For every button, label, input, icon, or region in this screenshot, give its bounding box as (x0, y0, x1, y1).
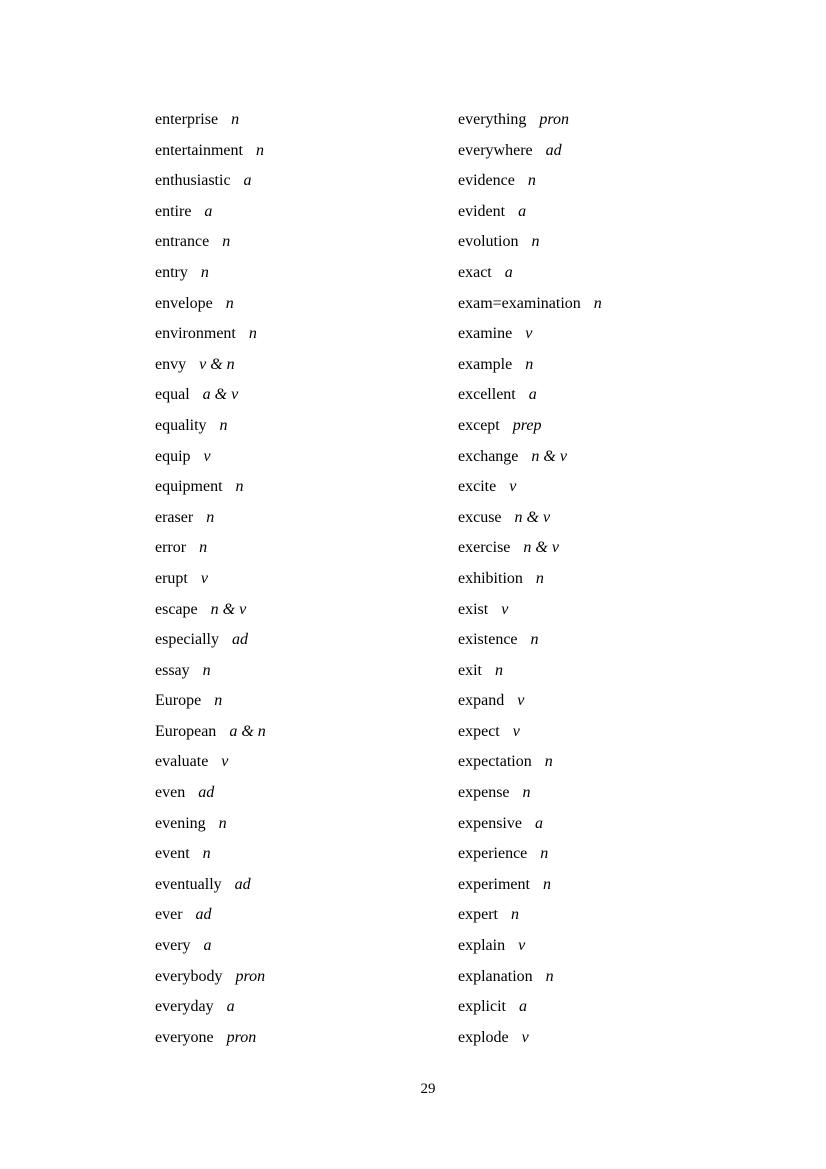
word-entry (458, 472, 602, 503)
part-of-speech: v (517, 692, 525, 710)
word-text: everyone (155, 1028, 214, 1046)
part-of-speech: n (510, 906, 519, 924)
word-entry (458, 1023, 602, 1054)
word-entry (155, 166, 266, 197)
part-of-speech: n (542, 875, 551, 893)
word-entry (155, 380, 266, 411)
part-of-speech: n (248, 325, 257, 343)
word-text: equip (155, 447, 191, 465)
word-text: enthusiastic (155, 172, 231, 190)
word-text: equipment (155, 478, 223, 496)
part-of-speech: v (501, 600, 509, 618)
word-text: experience (458, 845, 528, 863)
part-of-speech: n (593, 294, 602, 312)
part-of-speech: n (225, 294, 234, 312)
word-text: expert (458, 906, 498, 924)
word-entry (458, 350, 602, 381)
part-of-speech: v & n (199, 355, 235, 373)
part-of-speech: n (206, 508, 215, 526)
part-of-speech: n & v (523, 539, 559, 557)
word-entry (458, 625, 602, 656)
part-of-speech: v (203, 447, 211, 465)
word-text: evident (458, 202, 506, 220)
part-of-speech: a (528, 386, 537, 404)
word-text: exercise (458, 539, 511, 557)
word-entry (155, 962, 266, 993)
word-text: everything (458, 111, 527, 128)
word-entry (155, 900, 266, 931)
word-entry (458, 289, 602, 320)
word-entry (155, 656, 266, 687)
word-entry (458, 105, 602, 136)
part-of-speech: n (214, 692, 223, 710)
part-of-speech: pron (235, 967, 266, 985)
word-text: eventually (155, 875, 222, 893)
word-text: exit (458, 661, 482, 679)
part-of-speech: v (518, 937, 526, 955)
word-column-left (155, 105, 266, 1053)
word-text: everyday (155, 998, 214, 1016)
part-of-speech: pron (539, 111, 570, 128)
word-text: existence (458, 631, 518, 649)
word-text: European (155, 722, 217, 740)
word-text: error (155, 539, 187, 557)
word-text: experiment (458, 875, 530, 893)
word-text: equality (155, 416, 207, 434)
word-entry (155, 472, 266, 503)
word-text: example (458, 355, 513, 373)
word-text: expense (458, 784, 510, 802)
part-of-speech: n (531, 233, 540, 251)
word-text: entry (155, 263, 188, 281)
word-entry (155, 1023, 266, 1054)
word-entry (458, 533, 602, 564)
part-of-speech: v (512, 722, 520, 740)
part-of-speech: prep (512, 416, 542, 434)
word-entry (155, 411, 266, 442)
word-entry (458, 319, 602, 350)
word-entry (458, 870, 602, 901)
word-text: explanation (458, 967, 533, 985)
part-of-speech: a (226, 998, 235, 1016)
part-of-speech: n (219, 416, 228, 434)
word-entry (458, 747, 602, 778)
part-of-speech: pron (226, 1028, 257, 1046)
word-entry (458, 411, 602, 442)
word-entry (155, 809, 266, 840)
part-of-speech: ad (545, 141, 562, 159)
part-of-speech: n & v (531, 447, 567, 465)
part-of-speech: n & v (514, 508, 551, 526)
part-of-speech: n (540, 845, 549, 863)
word-entry (155, 686, 266, 717)
word-text: equal (155, 386, 190, 404)
part-of-speech: n (231, 111, 240, 128)
word-entry (155, 533, 266, 564)
word-entry (155, 564, 266, 595)
word-text: even (155, 784, 186, 802)
part-of-speech: n (527, 172, 536, 190)
word-text: explain (458, 937, 506, 955)
word-text: everywhere (458, 141, 533, 159)
word-entry (458, 197, 602, 228)
part-of-speech: ad (195, 906, 212, 924)
part-of-speech: n (522, 784, 531, 802)
word-entry (458, 900, 602, 931)
word-entry (458, 809, 602, 840)
part-of-speech: n (530, 631, 539, 649)
part-of-speech: a (243, 172, 252, 190)
word-entry (458, 258, 602, 289)
part-of-speech: n (495, 661, 503, 679)
word-text: exchange (458, 447, 519, 465)
part-of-speech: v (521, 1028, 529, 1046)
part-of-speech: n (544, 753, 553, 771)
word-text: excuse (458, 508, 502, 526)
word-entry (155, 717, 266, 748)
part-of-speech: n (535, 569, 544, 587)
part-of-speech: v (221, 753, 229, 771)
word-entry (155, 105, 266, 136)
word-entry (155, 747, 266, 778)
word-text: ever (155, 906, 183, 924)
word-text: exhibition (458, 569, 523, 587)
part-of-speech: ad (198, 784, 215, 802)
part-of-speech: n (525, 355, 534, 373)
part-of-speech: a (203, 937, 212, 955)
word-entry (155, 227, 266, 258)
word-text: examine (458, 325, 513, 343)
part-of-speech: n (222, 233, 231, 251)
word-text: entrance (155, 233, 210, 251)
part-of-speech: a (518, 202, 527, 220)
word-text: evening (155, 814, 206, 832)
word-entry (458, 166, 602, 197)
part-of-speech: a & v (202, 386, 239, 404)
word-entry (458, 503, 602, 534)
word-text: envelope (155, 294, 213, 312)
part-of-speech: v (509, 478, 517, 496)
part-of-speech: a (204, 202, 213, 220)
part-of-speech: a (518, 998, 527, 1016)
word-text: eraser (155, 508, 194, 526)
part-of-speech: n (199, 539, 208, 557)
word-text: essay (155, 661, 190, 679)
word-entry (458, 564, 602, 595)
part-of-speech: n (200, 263, 209, 281)
part-of-speech: ad (234, 875, 251, 893)
word-text: excite (458, 478, 497, 496)
part-of-speech: ad (231, 631, 248, 649)
word-text: exact (458, 263, 492, 281)
word-entry (155, 870, 266, 901)
part-of-speech: a & n (229, 722, 266, 740)
word-text: entire (155, 202, 192, 220)
word-entry (458, 656, 602, 687)
part-of-speech: n (202, 845, 211, 863)
word-entry (155, 197, 266, 228)
word-entry (458, 595, 602, 626)
word-entry (155, 350, 266, 381)
word-text: expensive (458, 814, 522, 832)
word-text: environment (155, 325, 236, 343)
word-text: expand (458, 692, 505, 710)
word-entry (458, 992, 602, 1023)
part-of-speech: v (200, 569, 208, 587)
part-of-speech: a (504, 263, 513, 281)
word-entry (458, 778, 602, 809)
word-entry (155, 136, 266, 167)
word-entry (458, 380, 602, 411)
page-number: 29 (420, 1081, 436, 1097)
word-text: event (155, 845, 190, 863)
word-text: escape (155, 600, 198, 618)
word-text: excellent (458, 386, 516, 404)
word-text: especially (155, 631, 219, 649)
word-entry (458, 839, 602, 870)
word-column-right (458, 105, 602, 1053)
word-text: expect (458, 722, 500, 740)
word-text: Europe (155, 692, 202, 710)
word-text: evidence (458, 172, 515, 190)
word-entry (155, 503, 266, 534)
word-text: evolution (458, 233, 519, 251)
word-text: every (155, 937, 191, 955)
word-entry (458, 686, 602, 717)
word-text: expectation (458, 753, 532, 771)
part-of-speech: n (235, 478, 244, 496)
word-entry (155, 839, 266, 870)
word-entry (458, 931, 602, 962)
part-of-speech: v (525, 325, 533, 343)
word-text: erupt (155, 569, 188, 587)
word-text: evaluate (155, 753, 209, 771)
word-entry (155, 992, 266, 1023)
word-entry (155, 289, 266, 320)
word-entry (155, 595, 266, 626)
word-entry (458, 442, 602, 473)
word-text: exist (458, 600, 489, 618)
part-of-speech: n (218, 814, 227, 832)
part-of-speech: n (202, 661, 211, 679)
word-text: except (458, 416, 500, 434)
word-entry (458, 136, 602, 167)
word-entry (155, 931, 266, 962)
word-entry (155, 625, 266, 656)
word-entry (155, 442, 266, 473)
word-entry (458, 962, 602, 993)
part-of-speech: a (534, 814, 543, 832)
word-text: everybody (155, 967, 223, 985)
word-text: explicit (458, 998, 506, 1016)
word-entry (458, 717, 602, 748)
word-text: explode (458, 1028, 509, 1046)
word-text: enterprise (155, 111, 219, 128)
part-of-speech: n (545, 967, 554, 985)
part-of-speech: n & v (210, 600, 247, 618)
word-entry (155, 778, 266, 809)
word-entry (155, 258, 266, 289)
word-text: envy (155, 355, 187, 373)
part-of-speech: n (255, 141, 264, 159)
word-entry (458, 227, 602, 258)
word-entry (155, 319, 266, 350)
word-text: exam=examination (458, 294, 581, 312)
word-text: entertainment (155, 141, 243, 159)
